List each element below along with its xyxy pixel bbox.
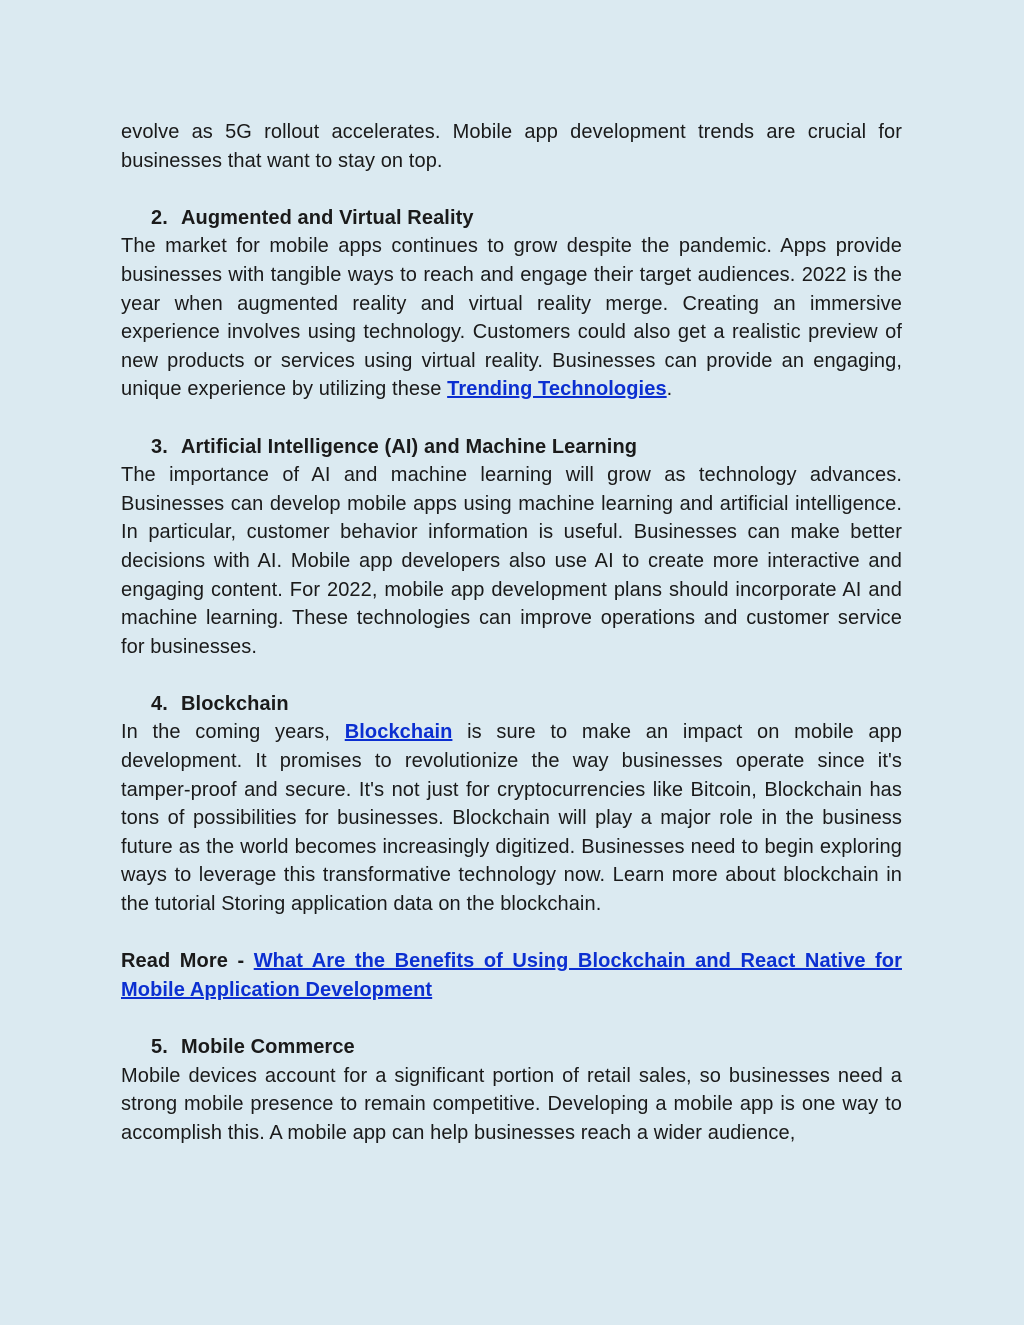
body-text: The market for mobile apps continues to grow despite the pandemic. Apps provide businesses with tangible ways to reach and engage their target audiences. 2022 is the year when augmented reality and virtual reality merge. Creating an immersive experience involves using technology. Customers could also get a realistic preview of new products or services using virtual reality. Businesses can provide an engaging, unique experience by utilizing these xyxy=(121,235,902,401)
section-title: Blockchain xyxy=(181,692,289,715)
section-body-ai-machine-learning: The importance of AI and machine learning will grow as technology advances. Businesses can develop mobile apps using machine learning and artificial intelligence. In particular, customer behavior information is useful. Businesses can make better decisions with AI. Mobile app developers also use AI to create more interactive and engaging content. For 2022, mobile app development plans should incorporate AI and machine learning. These technologies can improve operations and customer service for businesses. xyxy=(121,464,902,658)
section-number: 2. xyxy=(151,206,168,229)
spacer xyxy=(121,175,902,204)
section-heading-augmented-virtual-reality xyxy=(121,204,902,233)
body-text: In the coming years, xyxy=(121,721,345,744)
section-body-augmented-virtual-reality xyxy=(121,232,902,404)
spacer xyxy=(121,919,902,948)
read-more-link[interactable]: What Are the Benefits of Using Blockchain and React Native for Mobile Application Development xyxy=(121,950,902,1001)
section-number: 5. xyxy=(151,1036,168,1058)
section-heading-blockchain xyxy=(121,690,902,719)
read-more xyxy=(121,947,902,1004)
body-text-end: . xyxy=(666,378,673,401)
body-text-end: is sure to make an impact on mobile app development. It promises to revolutionize the way businesses operate since it's tamper-proof and secure. It's not just for cryptocurrencies like Bitcoin, Blockchain has tons of possibilities for businesses. Blockchain will play a major role in the business future as the world becomes increasingly digitized. Businesses need to begin exploring ways to leverage this transformative technology now. Learn more about blockchain in the tutorial Storing application data on the blockchain. xyxy=(121,721,902,916)
spacer xyxy=(121,1004,902,1033)
section-heading-ai-machine-learning xyxy=(121,433,902,462)
intro-paragraph: evolve as 5G rollout accelerates. Mobile app development trends are crucial for businesses that want to stay on top. xyxy=(121,121,902,172)
section-number: 3. xyxy=(151,435,168,458)
section-number: 4. xyxy=(151,692,168,715)
blockchain-link[interactable]: Blockchain xyxy=(344,721,453,744)
page-content xyxy=(121,118,902,1147)
section-title: Augmented and Virtual Reality xyxy=(181,206,474,229)
read-more-label: Read More - xyxy=(121,950,254,973)
section-body-mobile-commerce: Mobile devices account for a significant portion of retail sales, so businesses need a strong mobile presence to remain competitive. Developing a mobile app is one way to accomplish this. A mobile app can help businesses reach a wider audience, xyxy=(121,1064,902,1144)
spacer xyxy=(121,404,902,433)
section-title: Mobile Commerce xyxy=(181,1036,355,1058)
spacer xyxy=(121,661,902,690)
section-heading-mobile-commerce xyxy=(121,1033,902,1062)
trending-technologies-link[interactable]: Trending Technologies xyxy=(447,378,667,401)
section-body-blockchain xyxy=(121,718,902,918)
section-title: Artificial Intelligence (AI) and Machine Learning xyxy=(181,435,638,458)
